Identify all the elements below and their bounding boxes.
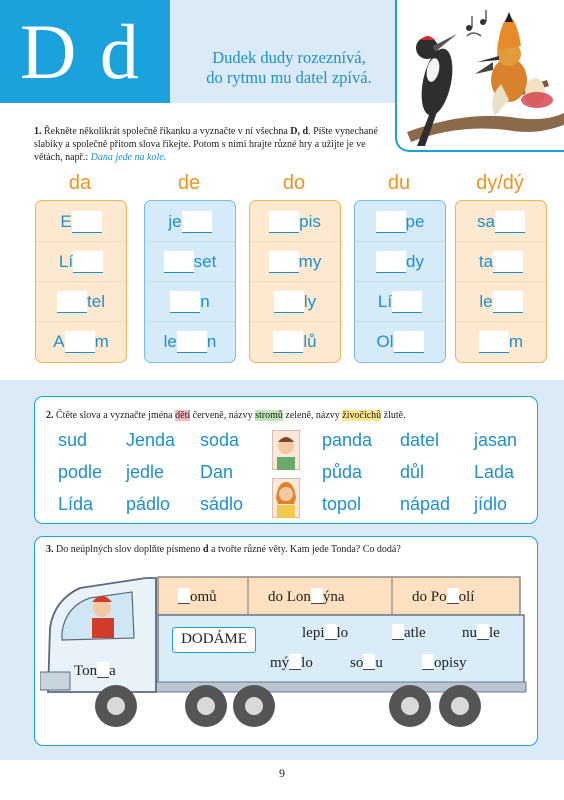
task-2-text-2: červeně, názvy [190, 410, 256, 421]
task-3-number: 3. [46, 544, 54, 555]
blank-field[interactable] [178, 588, 190, 604]
blank-field[interactable] [182, 211, 212, 233]
task-2-word[interactable]: jasan [474, 430, 518, 450]
cell-prefix: ta [478, 252, 494, 271]
destination-3-start: do Po [412, 589, 447, 605]
task-2-word[interactable]: jídlo [474, 494, 508, 514]
cell-suffix: dy [406, 252, 424, 271]
blank-field[interactable] [493, 251, 523, 273]
word-end: atle [404, 625, 426, 641]
task-2-word[interactable]: Dan [200, 462, 234, 482]
driver-start: Ton [74, 663, 98, 679]
word-end: u [375, 655, 383, 671]
birds-icon [397, 0, 564, 152]
syllable-column [249, 200, 341, 363]
task-1-example: Dana jede na kole. [90, 152, 167, 163]
cell-suffix: n [206, 332, 217, 351]
task-3-instructions [46, 544, 401, 555]
task-2-number: 2. [46, 410, 54, 421]
cell-prefix: je [168, 212, 182, 231]
syllable-cell [456, 282, 546, 322]
task-2-instructions [46, 410, 406, 421]
task-2-word[interactable]: sádlo [200, 494, 244, 514]
blank-field[interactable] [325, 624, 337, 640]
task-2-text-3: zeleně, názvy [282, 410, 343, 421]
word-dopisy [422, 654, 467, 672]
blank-field[interactable] [269, 211, 299, 233]
task-1-text: Řekněte několikrát společně říkanku a vyznačte v ní všechna [44, 126, 291, 137]
destination-3 [412, 588, 474, 606]
girl-icon [272, 478, 300, 518]
syllable-cell [456, 202, 546, 242]
driver-name [74, 662, 116, 680]
blank-field[interactable] [57, 291, 87, 313]
syllable-cell [355, 242, 445, 282]
blank-field[interactable] [392, 624, 404, 640]
task-2-text-1: Čtěte slova a vyznačte jména [56, 410, 176, 421]
word-start: nu [462, 625, 477, 641]
word-start: so [350, 655, 364, 671]
cell-prefix: Lí [58, 252, 74, 271]
column-header: da [68, 172, 92, 194]
title-box [0, 0, 170, 103]
destination-1-text: omů [190, 589, 217, 605]
syllable-cell [250, 242, 340, 282]
task-2-word[interactable]: jedle [126, 462, 165, 482]
cell-suffix: m [94, 332, 109, 351]
task-2-word[interactable]: Jenda [126, 430, 176, 450]
blank-field[interactable] [72, 211, 102, 233]
task-2-word[interactable]: topol [322, 494, 362, 514]
cell-suffix: set [193, 252, 217, 271]
highlight-trees: stromů [255, 410, 283, 421]
dodame-sign: DODÁME [172, 627, 256, 653]
cell-suffix: pe [405, 212, 425, 231]
cell-prefix: Ol [376, 332, 394, 351]
word-mydlo [270, 654, 313, 672]
word-datle [392, 624, 426, 642]
cell-suffix: tel [87, 292, 105, 311]
cell-suffix: ly [303, 292, 317, 311]
blank-field[interactable] [376, 211, 406, 233]
task-2-word[interactable]: datel [400, 430, 440, 450]
page-title: D d [20, 8, 141, 95]
cell-suffix: lů [303, 332, 317, 351]
syllable-cell [355, 202, 445, 242]
column-header: du [387, 172, 411, 194]
blank-field[interactable] [289, 654, 301, 670]
boy-icon [272, 430, 300, 470]
cell-prefix: A [53, 332, 65, 351]
task-3-text-2: a tvořte různé věty. Kam jede Tonda? Co dodá? [208, 544, 401, 555]
syllable-cell [36, 282, 126, 322]
blank-field[interactable] [392, 291, 422, 313]
bird-illustration [395, 0, 564, 152]
rhyme-line-2: do rytmu mu datel zpívá. [206, 68, 372, 87]
syllable-column [455, 200, 547, 363]
highlight-animals: živočichů [342, 410, 382, 421]
word-lepidlo [302, 624, 348, 642]
task-2-word[interactable]: Lída [58, 494, 94, 514]
destination-2 [268, 588, 345, 606]
syllable-cell [250, 282, 340, 322]
task-2-word[interactable]: Lada [474, 462, 515, 482]
syllable-column [35, 200, 127, 363]
task-2-word[interactable]: podle [58, 462, 103, 482]
driver-end: a [109, 663, 116, 679]
task-1-text-2: . Píšte vynechané slabiky a společně přitom slova říkejte. Potom s nimi hrajte různé hry a užijte je ve větách, např.: [34, 126, 378, 163]
blank-field[interactable] [479, 331, 509, 353]
syllable-cell [36, 322, 126, 362]
destination-2-start: do Lon [268, 589, 311, 605]
syllable-cell [145, 282, 235, 322]
blank-field[interactable] [170, 291, 200, 313]
task-2-word[interactable]: soda [200, 430, 240, 450]
cell-prefix: le [163, 332, 177, 351]
page-number: 9 [279, 766, 285, 780]
task-2-word[interactable]: půda [322, 462, 363, 482]
syllable-column [144, 200, 236, 363]
destination-3-end: olí [458, 589, 475, 605]
syllable-cell [456, 242, 546, 282]
syllable-cell [250, 202, 340, 242]
rhyme [184, 48, 394, 88]
syllable-cell [250, 322, 340, 362]
cell-suffix: pis [299, 212, 321, 231]
blank-field[interactable] [363, 654, 375, 670]
blank-field[interactable] [97, 662, 109, 678]
task-2-text-4: žlutě. [381, 410, 406, 421]
column-header: do [282, 172, 306, 194]
blank-field[interactable] [376, 251, 406, 273]
syllable-cell [456, 322, 546, 362]
blank-field[interactable] [394, 331, 424, 353]
task-2-word[interactable]: sud [58, 430, 88, 450]
syllable-cell [355, 322, 445, 362]
column-header: dy/dý [476, 172, 524, 194]
task-1-number: 1. [34, 126, 42, 137]
syllable-cell [36, 242, 126, 282]
task-3-text: Do neúplných slov doplňte písmeno [56, 544, 203, 555]
word-end: opisy [434, 655, 467, 671]
cell-suffix: my [298, 252, 322, 271]
blank-field[interactable] [477, 624, 489, 640]
cell-prefix: le [479, 292, 493, 311]
task-2-word[interactable]: panda [322, 430, 373, 450]
cell-prefix: E [60, 212, 72, 231]
blank-field[interactable] [311, 588, 323, 604]
destination-1 [178, 588, 217, 606]
blank-field[interactable] [164, 251, 194, 273]
word-end: lo [301, 655, 313, 671]
cell-suffix: m [508, 332, 524, 351]
word-end: lo [336, 625, 349, 641]
syllable-cell [145, 322, 235, 362]
blank-field[interactable] [269, 251, 299, 273]
syllable-cell [145, 242, 235, 282]
highlight-children: dětí [175, 410, 191, 421]
blank-field[interactable] [274, 291, 304, 313]
task-1-bold: D, d [290, 126, 309, 137]
destination-2-end: ýna [322, 589, 345, 605]
syllable-cell [145, 202, 235, 242]
cell-prefix: Lí [377, 292, 393, 311]
rhyme-line-1: Dudek dudy rozeznívá, [212, 48, 366, 67]
word-nudle [462, 624, 500, 642]
task-1-instructions [34, 125, 394, 164]
blank-field[interactable] [273, 331, 303, 353]
syllable-cell [36, 202, 126, 242]
word-end: le [489, 625, 500, 641]
blank-field[interactable] [493, 291, 523, 313]
word-sodu [350, 654, 383, 672]
blank-field[interactable] [422, 654, 434, 670]
cell-prefix: sa [477, 212, 495, 231]
task-2-word[interactable]: důl [400, 462, 425, 482]
cell-suffix: n [200, 292, 210, 311]
syllable-column [354, 200, 446, 363]
blank-field[interactable] [65, 331, 95, 353]
task-2-word[interactable]: nápad [400, 494, 451, 514]
blank-field[interactable] [447, 588, 459, 604]
word-start: mý [270, 655, 290, 671]
blank-field[interactable] [73, 251, 103, 273]
blank-field[interactable] [495, 211, 525, 233]
syllable-cell [355, 282, 445, 322]
word-start: lepi [302, 625, 325, 641]
column-header: de [177, 172, 201, 194]
task-3-bold: d [202, 544, 209, 555]
blank-field[interactable] [177, 331, 207, 353]
task-2-word[interactable]: pádlo [126, 494, 171, 514]
